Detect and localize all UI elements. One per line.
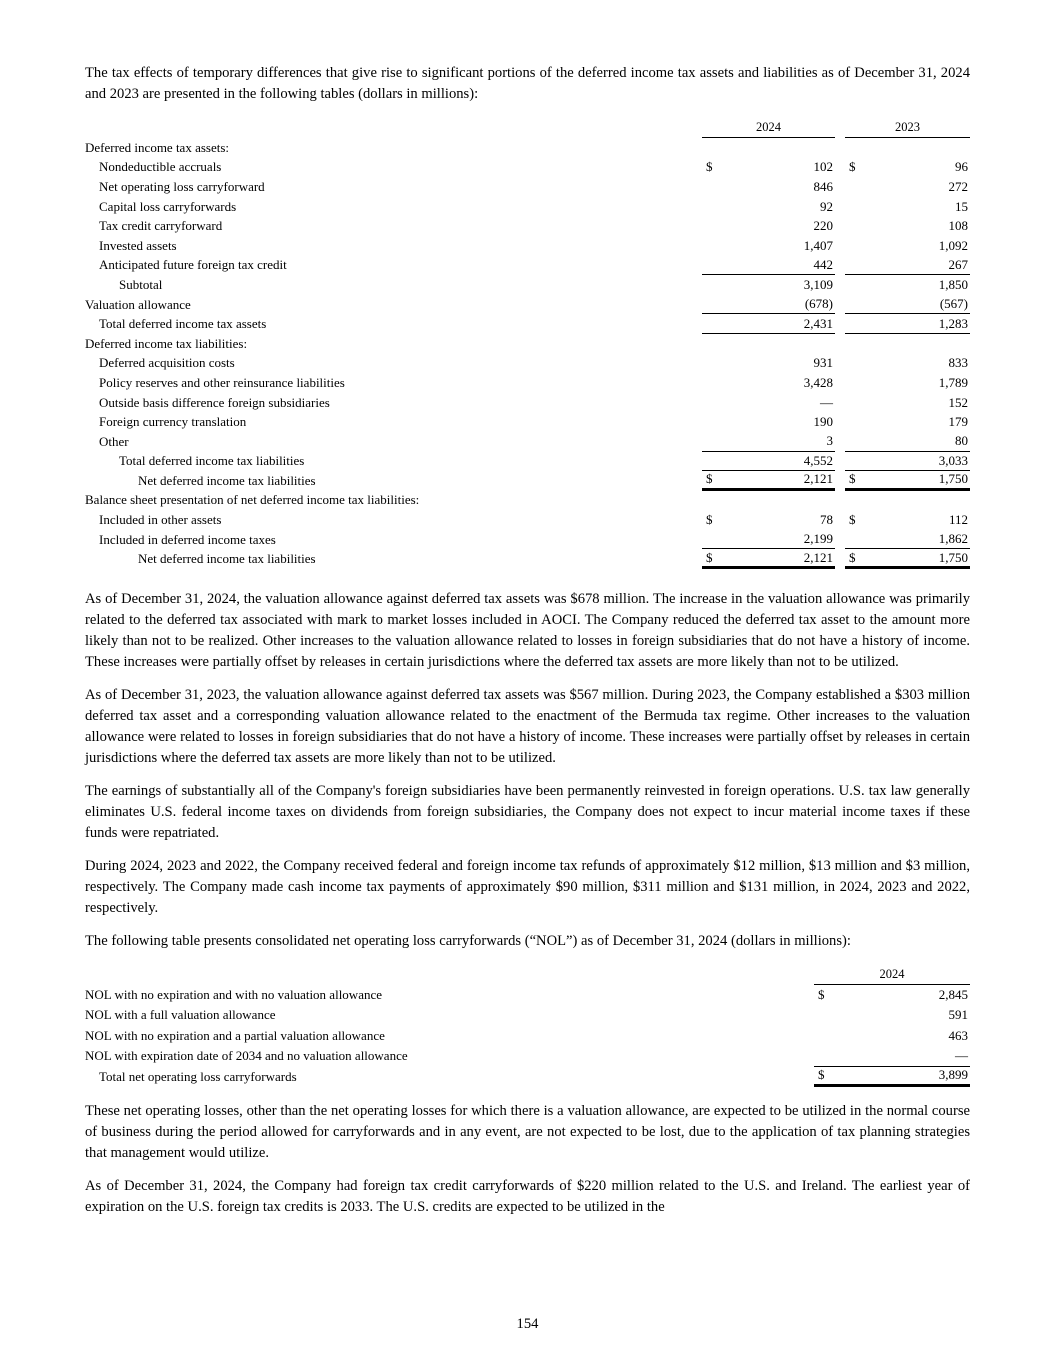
table-row: NOL with no expiration and with no valuation allowance $ 2,845 <box>85 986 968 1002</box>
table-header-row <box>85 964 970 985</box>
table-row-total: Total deferred income tax assets 2,431 1,283 <box>85 314 970 334</box>
table-row: Net operating loss carryforward 846 272 <box>99 178 968 194</box>
table-row: Deferred income tax assets: <box>85 139 230 155</box>
paragraph-tax-refunds-payments: During 2024, 2023 and 2022, the Company received federal and foreign income tax refunds of approximately $12 million, $13 million and $3 million, respectively. The Company made cash income tax payments of approximately $90 million, $311 million and $131 million, in 2024, 2023 and 2022, respectively. <box>85 858 970 917</box>
paragraph-nol-utilization: These net operating losses, other than the net operating losses for which there is a valuation allowance, are expected to be utilized in the normal course of business during the period allowed for carryforwards and in any event, are not expected to be lost, due to the application of tax planning strategies that management would utilize. <box>85 1103 970 1162</box>
table-row: Outside basis difference foreign subsidiaries — 152 <box>99 394 968 410</box>
table-row-total: Net deferred income tax liabilities $ 2,121 $ 1,750 <box>85 471 970 491</box>
table-row-total: Total net operating loss carryforwards $ 3,899 <box>85 1067 970 1088</box>
paragraph-nol-intro: The following table presents consolidated net operating loss carryforwards (“NOL”) as of December 31, 2024 (dollars in millions): <box>85 933 851 950</box>
table-row: Included in other assets $ 78 $ 112 <box>99 512 968 528</box>
table-row: Invested assets 1,407 1,092 <box>99 237 968 253</box>
intro-paragraph: The tax effects of temporary differences that give rise to significant portions of the deferred income tax assets and liabilities as of December 31, 2024 and 2023 are presented in the following tables (dollars in millions): <box>85 65 970 102</box>
page-number: 154 <box>516 1316 539 1332</box>
table-row: NOL with no expiration and a partial valuation allowance 463 <box>85 1027 968 1043</box>
paragraph-foreign-earnings: The earnings of substantially all of the Company's foreign subsidiaries have been permanently reinvested in foreign operations. U.S. tax law generally eliminates U.S. federal income taxes on dividends from foreign subsidiaries, the Company does not expect to incur material income taxes if these funds were repatriated. <box>85 783 970 842</box>
table-row-subtotal: Subtotal 3,109 1,850 <box>119 276 968 292</box>
paragraph-valuation-allowance-2023: As of December 31, 2023, the valuation allowance against deferred tax assets was $567 million. During 2023, the Company established a $303 million deferred tax asset and a corresponding valuation allowance related to the enactment of the Bermuda tax regime. Other increases to the valuation allowance were related to losses in foreign subsidiaries that do not have a history of income. These increases were partially offset by releases in certain jurisdictions where the deferred tax assets are more likely than not to be utilized. <box>85 687 970 767</box>
table-row: Included in deferred income taxes 2,199 1,862 <box>85 530 970 550</box>
table-row: Tax credit carryforward 220 108 <box>99 218 968 234</box>
nol-table <box>85 964 970 1087</box>
table-row: Anticipated future foreign tax credit 442 267 <box>85 256 970 276</box>
table-row: Nondeductible accruals $ 102 $ 96 <box>99 159 968 175</box>
table-row: NOL with expiration date of 2034 and no valuation allowance — <box>85 1046 970 1067</box>
table-row: Policy reserves and other reinsurance liabilities 3,428 1,789 <box>99 374 968 390</box>
paragraph-valuation-allowance-2024: As of December 31, 2024, the valuation allowance against deferred tax assets was $678 million. The increase in the valuation allowance was primarily related to the deferred tax associated with mark to market losses included in AOCI. The Company reduced the deferred tax asset to the amount more likely than not to be realized. Other increases to the valuation allowance related to losses in foreign subsidiaries that do not have a history of income. These increases were partially offset by releases in certain jurisdictions where the deferred tax assets are more likely than not to be utilized. <box>85 591 970 671</box>
table-row: Valuation allowance (678) (567) <box>85 295 970 315</box>
column-header-2023: 2023 <box>845 117 970 138</box>
table-row: Deferred income tax liabilities: <box>85 335 248 351</box>
column-header-2024: 2024 <box>814 964 970 985</box>
table-row: NOL with a full valuation allowance 591 <box>85 1007 968 1023</box>
table-row: Other 3 80 <box>85 432 970 452</box>
table-row-total: Net deferred income tax liabilities $ 2,121 $ 1,750 <box>85 549 970 569</box>
paragraph-foreign-tax-credits: As of December 31, 2024, the Company had foreign tax credit carryforwards of $220 million related to the U.S. and Ireland. The earliest year of expiration on the U.S. foreign tax credits is 2033. The U.S. credits are expected to be utilized in the <box>85 1178 970 1216</box>
table-row: Foreign currency translation 190 179 <box>99 414 968 430</box>
deferred-tax-table <box>85 117 970 569</box>
column-header-2024: 2024 <box>702 117 835 138</box>
table-row: Balance sheet presentation of net deferred income tax liabilities: <box>85 492 420 508</box>
table-header-row <box>85 117 970 138</box>
table-row: Deferred acquisition costs 931 833 <box>99 355 968 371</box>
table-row: Capital loss carryforwards 92 15 <box>99 198 968 214</box>
table-row-total: Total deferred income tax liabilities 4,552 3,033 <box>85 452 970 472</box>
